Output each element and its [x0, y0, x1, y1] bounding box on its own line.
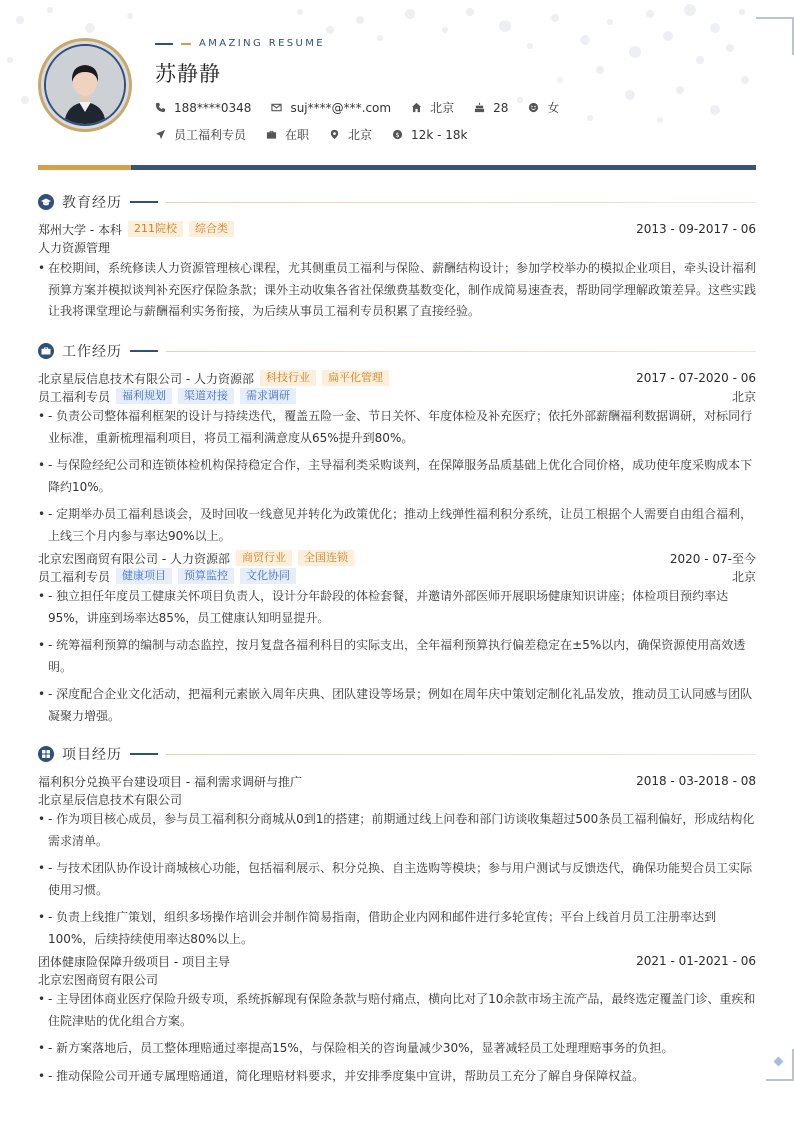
project-section-title	[38, 744, 756, 764]
mail-icon	[271, 102, 282, 113]
section-label: 教育经历	[62, 195, 122, 211]
gender: 女	[547, 101, 560, 115]
work-location: 北京	[731, 569, 756, 584]
svg-text:$: $	[395, 130, 400, 139]
work-entry	[38, 549, 756, 727]
send-icon	[155, 129, 166, 140]
tagline: AMAZING RESUME	[199, 38, 325, 49]
money-icon	[392, 129, 403, 140]
project-name-role: 福利积分兑换平台建设项目 - 福利需求调研与推广	[38, 774, 302, 789]
skill-tag: 福利规划	[116, 388, 172, 404]
project-entry	[38, 952, 756, 1087]
job-role: 员工福利专员	[38, 389, 111, 404]
work-bullet: • - 独立担任年度员工健康关怀项目负责人，设计分年龄段的体检套餐，并邀请外部医师开展职场健康知识讲座；体检项目预约率达95%，讲座到场率达85%，员工健康认知明显提升。	[38, 586, 756, 629]
grid-icon	[38, 746, 54, 762]
email-address: suj****@***.com	[290, 100, 392, 115]
salary-item	[392, 128, 467, 142]
corner-decoration-top	[756, 17, 794, 55]
work-section-title	[38, 341, 756, 361]
tagline-line	[155, 43, 173, 45]
phone-item	[155, 101, 251, 115]
city-item	[411, 99, 454, 116]
target-city: 北京	[348, 128, 373, 142]
skill-tag: 需求调研	[240, 388, 296, 404]
project-entry	[38, 772, 756, 950]
project-company: 北京宏图商贸有限公司	[38, 972, 159, 987]
avatar	[38, 38, 132, 132]
work-date: 2020 - 07-至今	[669, 551, 756, 566]
location-pin-icon	[329, 129, 340, 140]
work-bullet: • - 定期举办员工福利恳谈会，及时回收一线意见并转化为政策优化；推动上线弹性福利积分系统，让员工根据个人需要自由组合福利，上线三个月内参与率达90%以上。	[38, 504, 756, 547]
email-item	[271, 101, 391, 115]
skill-tag: 健康项目	[116, 568, 172, 584]
company-tag: 扁平化管理	[322, 370, 389, 386]
project-bullet: • - 与技术团队协作设计商城核心功能，包括福利展示、积分兑换、自主选购等模块；参与用户测试与反馈迭代，确保功能契合员工实际使用习惯。	[38, 858, 756, 901]
smile-icon	[528, 102, 539, 113]
work-bullet: • - 深度配合企业文化活动，把福利元素嵌入周年庆典、团队建设等场景；例如在周年庆中策划定制化礼品发放，推动员工认同感与团队凝聚力增强。	[38, 684, 756, 727]
skill-tag: 预算监控	[178, 568, 234, 584]
section-label: 工作经历	[62, 344, 122, 360]
company-tag: 全国连锁	[298, 550, 354, 566]
status-item	[266, 126, 309, 143]
project-bullet: • - 推动保险公司开通专属理赔通道，简化理赔材料要求，并安排季度集中宣讲，帮助员工充分了解自身保障权益。	[38, 1066, 756, 1088]
education-date: 2013 - 09-2017 - 06	[636, 222, 756, 236]
briefcase-icon	[266, 129, 277, 140]
age: 28	[493, 100, 509, 115]
education-description: • 在校期间，系统修读人力资源管理核心课程，尤其侧重员工福利与保险、薪酬结构设计；参加学校举办的模拟企业项目，牵头设计福利预算方案并模拟谈判补充医疗保险条款；课外主动收集各省社保缴费基数变化，制作成简易速查表，帮助同学理解政策差异。这些实践让我将课堂理论与薪酬福利实务衔接，为后续从事员工福利专员积累了直接经验。	[38, 258, 756, 323]
project-date: 2021 - 01-2021 - 06	[636, 954, 756, 968]
corner-decoration-bottom	[766, 1049, 794, 1081]
graduation-cap-icon	[38, 194, 54, 210]
profile-photo	[46, 46, 124, 124]
work-icon	[38, 343, 54, 359]
target-position: 员工福利专员	[174, 128, 247, 142]
work-date: 2017 - 07-2020 - 06	[636, 371, 756, 385]
project-bullet: • - 主导团体商业医疗保险升级专项，系统拆解现有保险条款与赔付痛点，横向比对了10余款市场主流产品，最终选定覆盖门诊、重疾和住院津贴的优化组合方案。	[38, 989, 756, 1032]
work-bullet: • - 负责公司整体福利框架的设计与持续迭代，覆盖五险一金、节日关怀、年度体检及补充医疗；依托外部薪酬福利数据调研，对标同行业标准，重新梳理福利项目，将员工福利满意度从65%提升到80%。	[38, 406, 756, 449]
target-city-item	[329, 126, 372, 143]
tagline-row	[155, 38, 325, 49]
phone-number: 188****0348	[174, 100, 252, 115]
age-item	[474, 101, 508, 115]
project-bullet: • - 新方案落地后，员工整体理赔通过率提高15%，与保险相关的咨询量减少30%，显著减轻员工处理理赔事务的负担。	[38, 1038, 756, 1060]
tagline-line-accent	[181, 43, 191, 45]
work-location: 北京	[731, 389, 756, 404]
company-tag: 科技行业	[260, 370, 316, 386]
contact-row	[155, 99, 579, 116]
job-intent-row	[155, 126, 487, 143]
gender-item	[528, 99, 559, 116]
project-name-role: 团体健康险保障升级项目 - 项目主导	[38, 954, 230, 969]
school-tag: 211院校	[128, 221, 183, 237]
school-degree: 郑州大学 - 本科	[38, 222, 122, 237]
city: 北京	[430, 101, 455, 115]
project-bullet: • - 作为项目核心成员，参与员工福利积分商城从0到1的搭建；前期通过线上问卷和部门访谈收集超过500条员工福利偏好，形成结构化需求清单。	[38, 809, 756, 852]
major: 人力资源管理	[38, 240, 111, 255]
company-tag: 商贸行业	[236, 550, 292, 566]
skill-tag: 文化协同	[240, 568, 296, 584]
phone-icon	[155, 102, 166, 113]
education-section-title	[38, 192, 756, 212]
work-bullet: • - 与保险经纪公司和连锁体检机构保持稳定合作，主导福利类采购谈判，在保障服务品质基础上优化合同价格，成功使年度采购成本下降约10%。	[38, 455, 756, 498]
section-label: 项目经历	[62, 747, 122, 763]
job-status: 在职	[285, 128, 310, 142]
candidate-name: 苏静静	[155, 62, 221, 86]
company-department: 北京宏图商贸有限公司 - 人力资源部	[38, 551, 230, 566]
project-company: 北京星辰信息技术有限公司	[38, 792, 183, 807]
home-icon	[411, 102, 422, 113]
job-role: 员工福利专员	[38, 569, 111, 584]
school-tag: 综合类	[189, 221, 234, 237]
education-entry	[38, 220, 756, 323]
cake-icon	[474, 102, 485, 113]
position-item	[155, 126, 246, 143]
work-bullet: • - 统筹福利预算的编制与动态监控，按月复盘各福利科目的实际支出，全年福利预算执行偏差稳定在±5%以内，确保资源使用高效透明。	[38, 635, 756, 678]
project-date: 2018 - 03-2018 - 08	[636, 774, 756, 788]
expected-salary: 12k - 18k	[411, 127, 468, 142]
company-department: 北京星辰信息技术有限公司 - 人力资源部	[38, 371, 254, 386]
skill-tag: 渠道对接	[178, 388, 234, 404]
project-bullet: • - 负责上线推广策划，组织多场操作培训会并制作简易指南，借助企业内网和邮件进行多轮宣传；平台上线首月员工注册率达到100%，后续持续使用率达80%以上。	[38, 907, 756, 950]
work-entry	[38, 369, 756, 547]
header-divider-bar	[38, 165, 756, 170]
